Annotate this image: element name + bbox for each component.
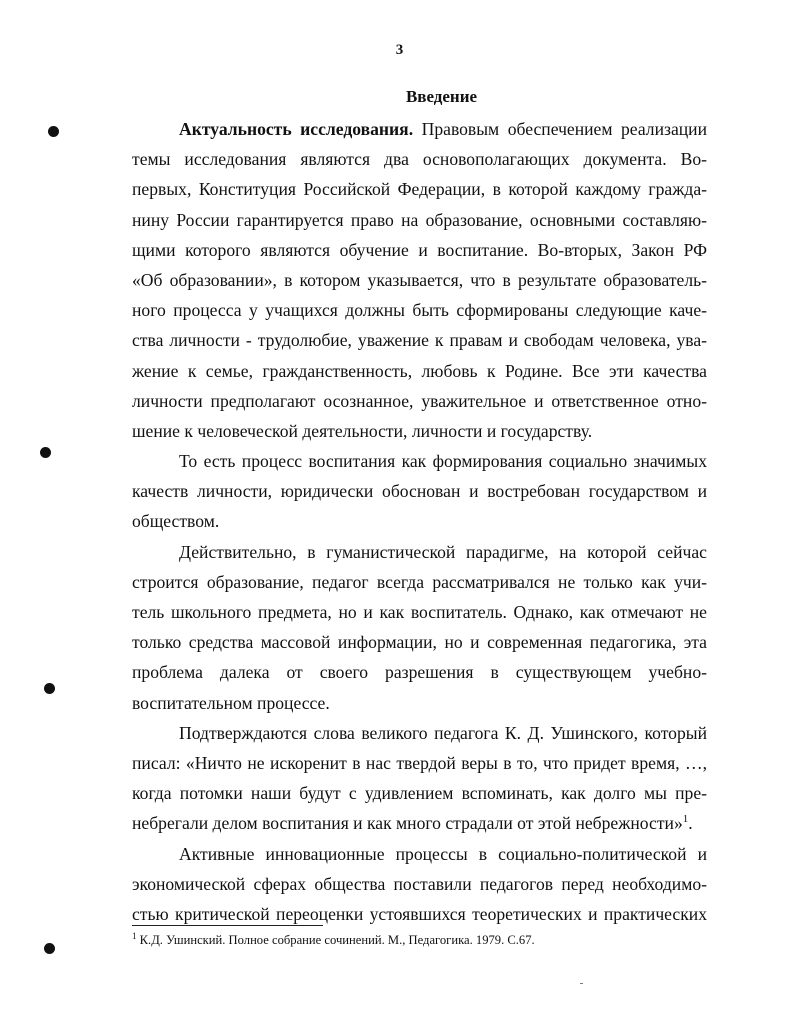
text-line: темы исследования являются два основополагающих документа. Во- <box>132 149 707 170</box>
text-line: щими которого являются обучение и воспитание. Во-вторых, Закон РФ <box>132 239 707 260</box>
text-line: шение к человеческой деятельности, личности и государству. <box>132 420 593 441</box>
paragraph-relevance <box>132 114 707 446</box>
runin-heading: Актуальность исследования. <box>179 119 414 139</box>
paragraph-innovation <box>132 839 707 930</box>
paragraph-humanistic <box>132 537 707 718</box>
text-line: писал: «Ничто не искоренит в нас твердой веры в то, что придет время, …, <box>132 752 707 773</box>
footnote <box>132 930 712 948</box>
text-line: «Об образовании», в котором указывается, что в результате образователь- <box>132 269 707 290</box>
text-line: Действительно, в гуманистической парадигме, на которой сейчас <box>179 541 707 562</box>
section-heading: Введение <box>405 87 478 106</box>
punch-hole-mark <box>48 126 59 137</box>
text-line: строится образование, педагог всегда рассматривался не только как учи- <box>132 571 707 592</box>
text-line: стью критической переоценки устоявшихся теоретических и практических <box>132 903 707 924</box>
text-line: личности предполагают осознанное, уважительное и ответственное отно- <box>132 390 707 411</box>
text-line: экономической сферах общества поставили педагогов перед необходимо- <box>132 873 707 894</box>
punch-hole-mark <box>40 447 51 458</box>
punch-hole-mark <box>44 683 55 694</box>
text-line: Активные инновационные процессы в социально-политической и <box>179 843 707 864</box>
text-line: нину России гарантируется право на образование, основными составляю- <box>132 209 707 230</box>
footnote-text: К.Д. Ушинский. Полное собрание сочинений. М., Педагогика. 1979. С.67. <box>136 933 535 947</box>
text-line: проблема далека от своего разрешения в существующем учебно- <box>132 662 707 683</box>
page-number: 3 <box>395 42 404 58</box>
text-line: тель школьного предмета, но и как воспитатель. Однако, как отмечают не <box>132 602 707 622</box>
text-line: воспитательном процессе. <box>132 692 330 713</box>
text-line: ства личности - трудолюбие, уважение к правам и свободам человека, ува- <box>132 330 707 351</box>
text-line: Актуальность исследования. Правовым обеспечением реализации <box>179 119 707 139</box>
text-line: качеств личности, юридически обоснован и востребован государством и <box>132 481 707 502</box>
punch-hole-mark <box>44 943 55 954</box>
text-line: первых, Конституция Российской Федерации, в которой каждому гражда- <box>132 179 707 200</box>
footnote-reference: 1 <box>682 813 689 826</box>
body-text <box>132 114 707 929</box>
text-line: обществом. <box>132 511 220 532</box>
text-line: только средства массовой информации, но и современная педагогика, эта <box>132 632 707 653</box>
text-line: когда потомки наши будут с удивлением вспоминать, как долго мы пре- <box>132 783 707 804</box>
text-line: То есть процесс воспитания как формирования социально значимых <box>179 451 707 472</box>
text-line: небрегали делом воспитания и как много страдали от этой небрежности»$^1$. <box>132 813 693 834</box>
paragraph-ushinsky-quote <box>132 718 707 839</box>
text-line: Подтверждаются слова великого педагога К. Д. Ушинского, который <box>179 722 707 743</box>
text-line: жение к семье, гражданственность, любовь к Родине. Все эти качества <box>132 360 707 381</box>
footnote-marker: 1 <box>132 930 137 941</box>
footnote-divider <box>132 925 323 926</box>
scan-speck <box>580 983 583 984</box>
paragraph-upbringing <box>132 446 707 537</box>
text-line: ного процесса у учащихся должны быть сформированы следующие каче- <box>132 300 707 321</box>
